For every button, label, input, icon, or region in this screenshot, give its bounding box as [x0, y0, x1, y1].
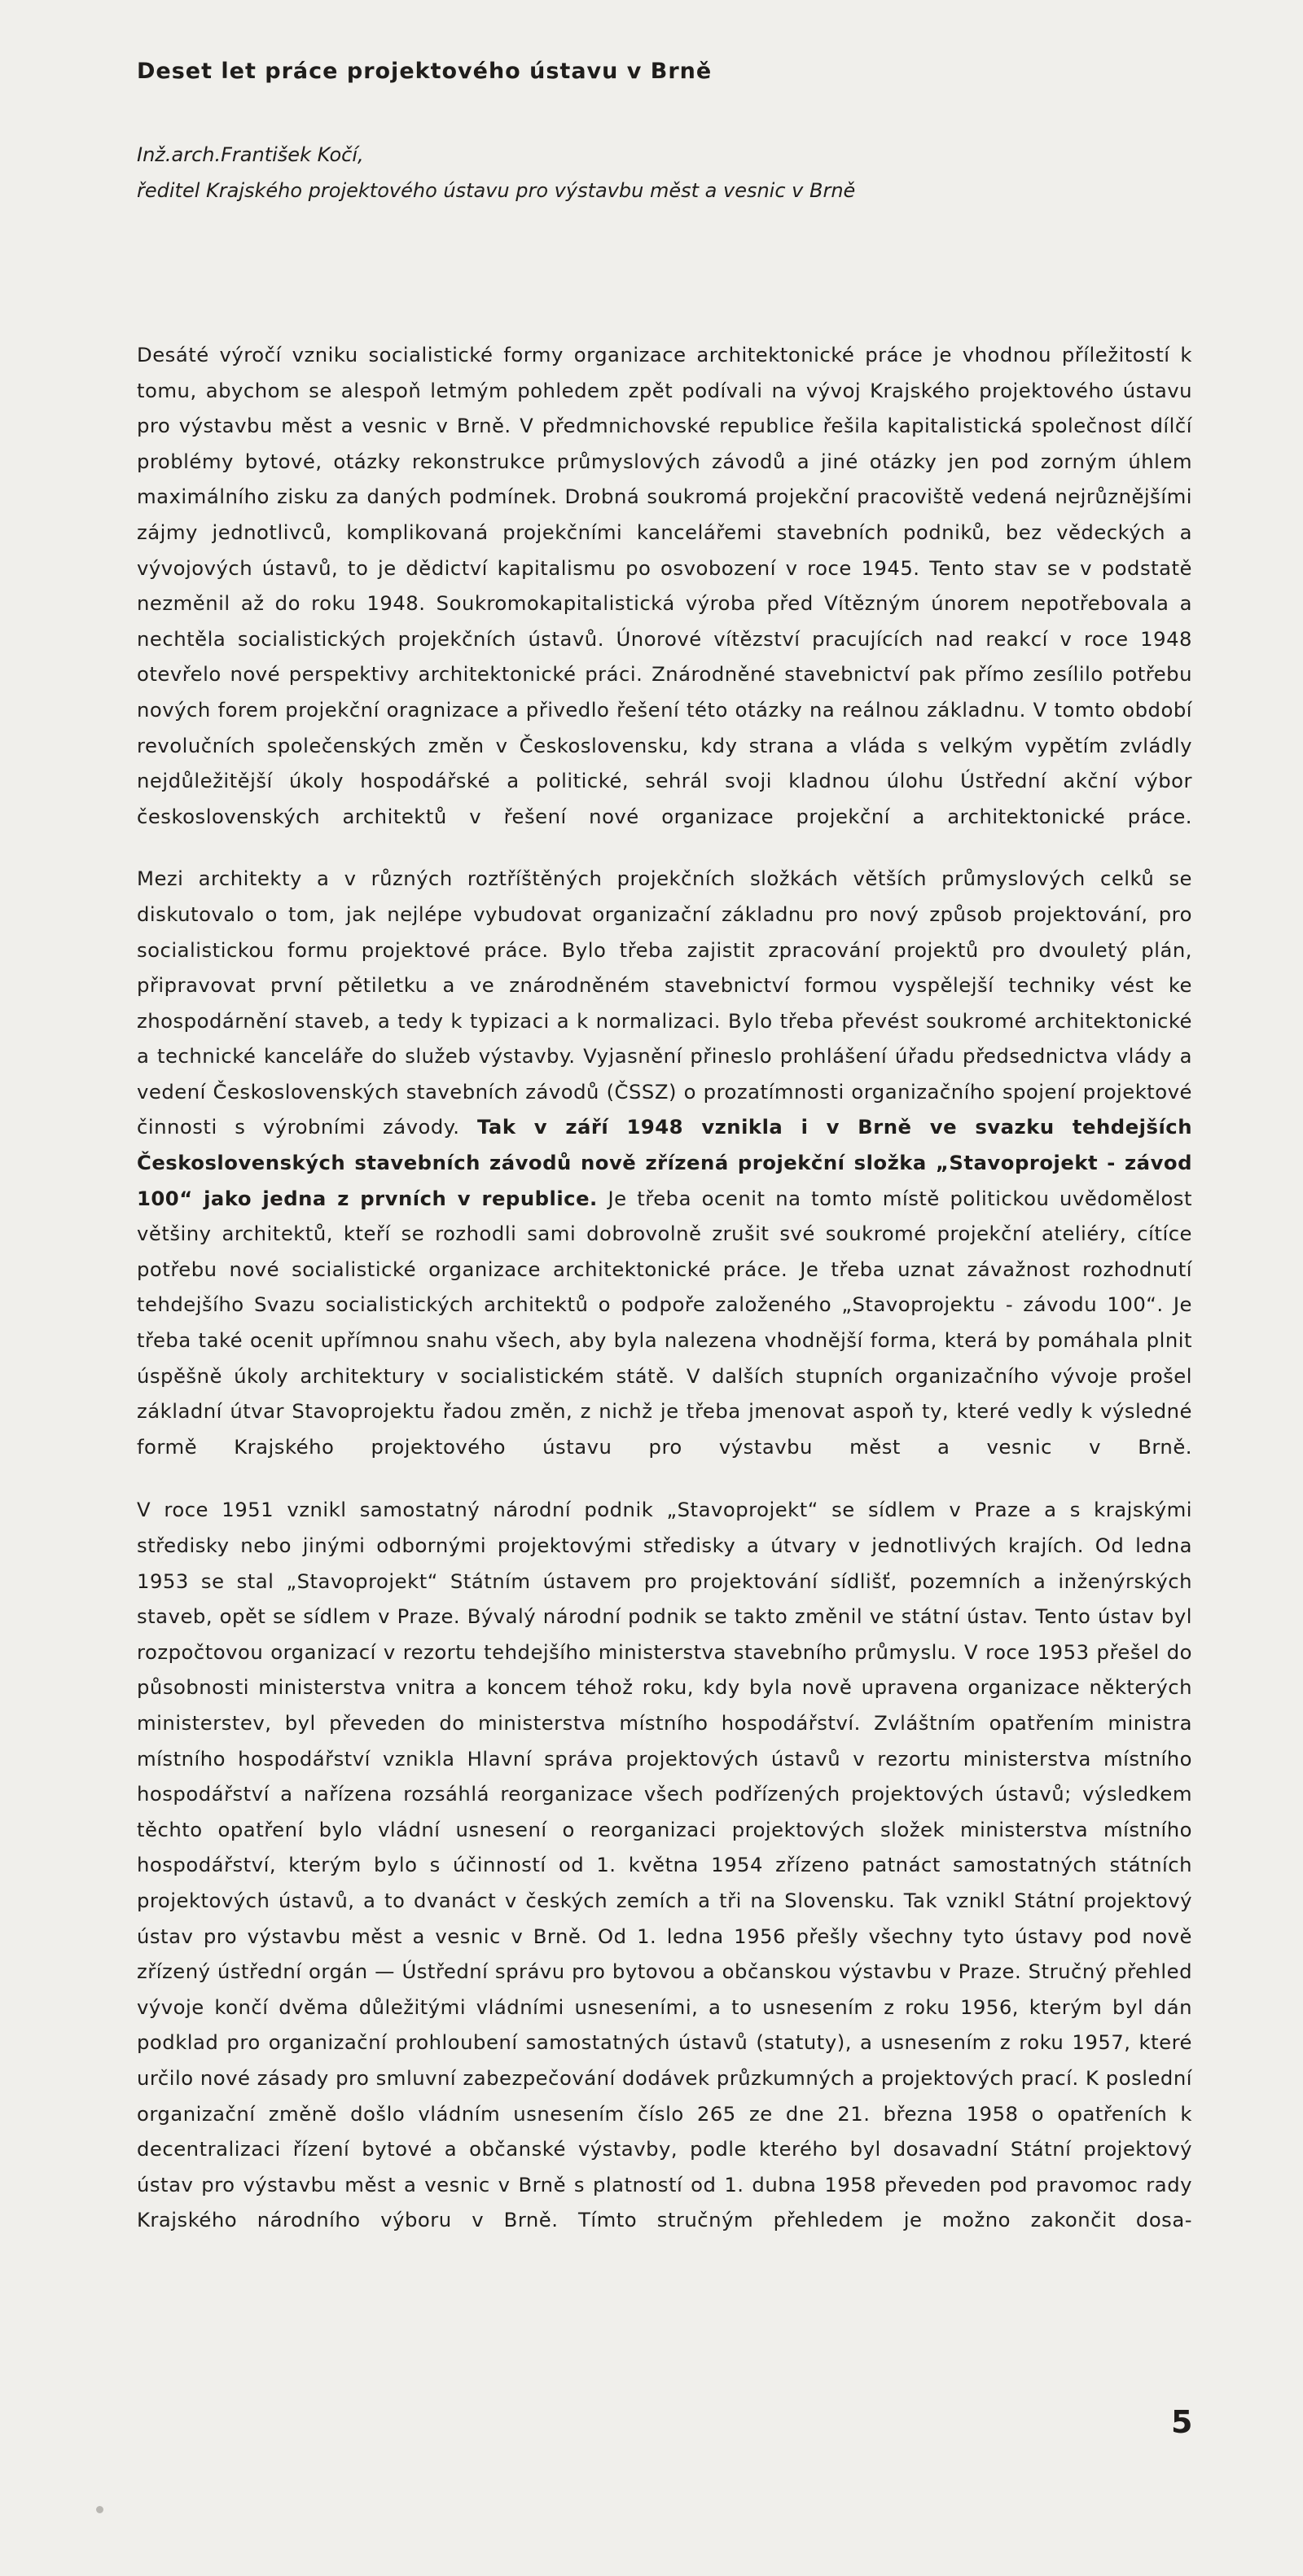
page-number: 5: [1171, 2404, 1193, 2440]
article-title: Deset let práce projektového ústavu v Brně: [137, 59, 713, 84]
author-name: Inž.arch.František Kočí,: [137, 143, 364, 166]
article-body: [137, 337, 1192, 2238]
paragraph-2-bold-highlight: Tak v září 1948 vznikla i v Brně ve svazku tehdejších Československých stavebních závodů nově zřízená projekční složka „Stavoprojekt - závod 100“ jako jedna z prvních v republice.: [137, 1115, 1192, 1210]
author-block: [137, 137, 855, 208]
paragraph-2-text-a: Mezi architekty a v různých roztříštěných projekčních složkách větších průmyslových celků se diskutovalo o tom, jak nejlépe vybudovat organizační základnu pro nový způsob projektování, pro socialistickou formu projektové práce. Bylo třeba zajistit zpracování projektů pro dvouletý plán, připravovat první pětiletku a ve znárodněném stavebnictví formou vyspělejší techniky vést ke zhospodárnění staveb, a tedy k typizaci a k normalizaci. Bylo třeba převést soukromé architektonické a technické kanceláře do služeb výstavby. Vyjasnění přineslo prohlášení úřadu předsednictva vlády a vedení Československých stavebních závodů (ČSSZ) o prozatímnosti organizačního spojení projektové činnosti s výrobními závody.: [137, 867, 1192, 1139]
scan-speck: [96, 2506, 103, 2513]
paragraph-2: [137, 861, 1192, 1464]
paragraph-3: V roce 1951 vznikl samostatný národní podnik „Stavoprojekt“ se sídlem v Praze a s krajskými středisky nebo jinými odbornými projektovými středisky a útvary v jednotlivých krajích. Od ledna 1953 se stal „Stavoprojekt“ Státním ústavem pro projektování sídlišť, pozemních a inženýrských staveb, opět se sídlem v Praze. Bývalý národní podnik se takto změnil ve státní ústav. Tento ústav byl rozpočtovou organizací v rezortu tehdejšího ministerstva stavebního průmyslu. V roce 1953 přešel do působnosti ministerstva vnitra a koncem téhož roku, kdy byla nově upravena organizace některých ministerstev, byl převeden do ministerstva místního hospodářství. Zvláštním opatřením ministra místního hospodářství vznikla Hlavní správa projektových ústavů v rezortu ministerstva místního hospodářství a nařízena rozsáhlá reorganizace všech podřízených projektových ústavů; výsledkem těchto opatření bylo vládní usnesení o reorganizaci projektových složek ministerstva místního hospodářství, kterým bylo s účinností od 1. května 1954 zřízeno patnáct samostatných státních projektových ústavů, a to dvanáct v českých zemích a tři na Slovensku. Tak vznikl Státní projektový ústav pro výstavbu měst a vesnic v Brně. Od 1. ledna 1956 přešly všechny tyto ústavy pod nově zřízený ústřední orgán — Ústřední správu pro bytovou a občanskou výstavbu v Praze. Stručný přehled vývoje končí dvěma důležitými vládními usneseními, a to usnesením z roku 1956, kterým byl dán podklad pro organizační prohloubení samostatných ústavů (statuty), a usnesením z roku 1957, které určilo nové zásady pro smluvní zabezpečování dodávek průzkumných a projektových prací. K poslední organizační změně došlo vládním usnesením číslo 265 ze dne 21. března 1958 o opatřeních k decentralizaci řízení bytové a občanské výstavby, podle kterého byl dosavadní Státní projektový ústav pro výstavbu měst a vesnic v Brně s platností od 1. dubna 1958 převeden pod pravomoc rady Krajského národního výboru v Brně. Tímto stručným přehledem je možno zakončit dosa-: [137, 1498, 1192, 2232]
paragraph-2-text-b: Je třeba ocenit na tomto místě politickou uvědomělost většiny architektů, kteří se rozhodli sami dobrovolně zrušit své soukromé projekční ateliéry, cítíce potřebu nové socialistické organizace architektonické práce. Je třeba uznat závažnost rozhodnutí tehdejšího Svazu socialistických architektů o podpoře založeného „Stavoprojektu - závodu 100“. Je třeba také ocenit upřímnou snahu všech, aby byla nalezena vhodnější forma, která by pomáhala plnit úspěšně úkoly architektury v socialistickém státě. V dalších stupních organizačního vývoje prošel základní útvar Stavoprojektu řadou změn, z nichž je třeba jmenovat aspoň ty, které vedly k výsledné formě Krajského projektového ústavu pro výstavbu měst a vesnic v Brně.: [137, 1186, 1192, 1459]
author-role: ředitel Krajského projektového ústavu pro výstavbu měst a vesnic v Brně: [137, 179, 856, 202]
paragraph-1: Desáté výročí vzniku socialistické formy organizace architektonické práce je vhodnou příležitostí k tomu, abychom se alespoň letmým pohledem zpět podívali na vývoj Krajského projektového ústavu pro výstavbu měst a vesnic v Brně. V předmnichovské republice řešila kapitalistická společnost dílčí problémy bytové, otázky rekonstrukce průmyslových závodů a jiné otázky jen pod zorným úhlem maximálního zisku za daných podmínek. Drobná soukromá projekční pracoviště vedená nejrůznějšími zájmy jednotlivců, komplikovaná projekčními kancelářemi stavebních podniků, bez vědeckých a vývojových ústavů, to je dědictví kapitalismu po osvobození v roce 1945. Tento stav se v podstatě nezměnil až do roku 1948. Soukromokapitalistická výroba před Vítězným únorem nepotřebovala a nechtěla socialistických projekčních ústavů. Únorové vítězství pracujících nad reakcí v roce 1948 otevřelo nové perspektivy architektonické práci. Znárodněné stavebnictví pak přímo zesílilo potřebu nových forem projekční oragnizace a přivedlo řešení této otázky na reálnou základnu. V tomto období revolučních společenských změn v Československu, kdy strana a vláda s velkým vypětím zvládly nejdůležitější úkoly hospodářské a politické, sehrál svoji kladnou úlohu Ústřední akční výbor československých architektů v řešení nové organizace projekční a architektonické práce.: [137, 343, 1192, 828]
